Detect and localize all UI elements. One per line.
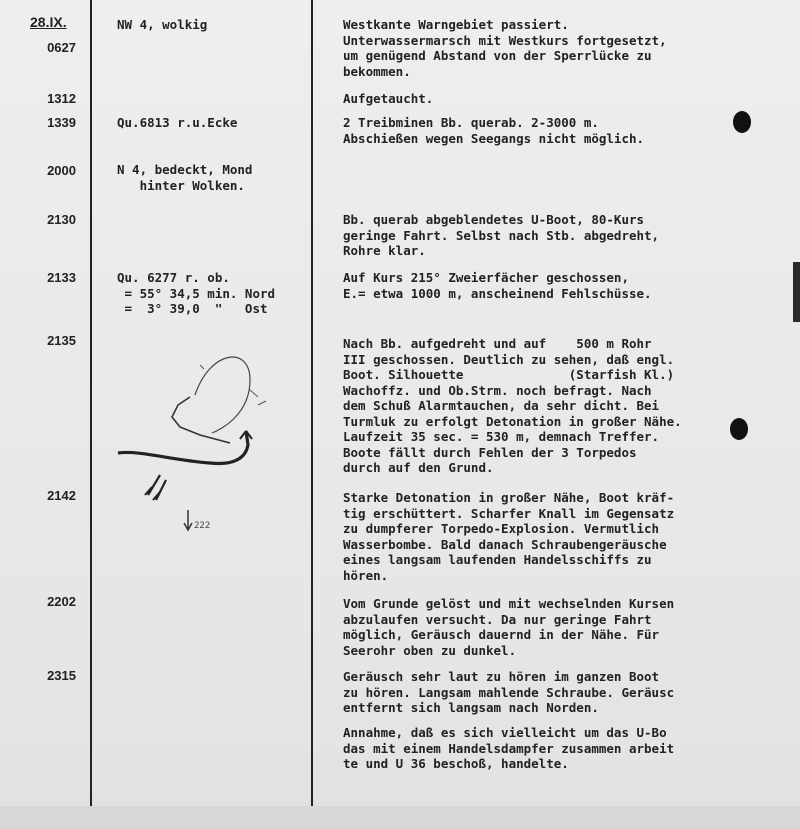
entry-text: Starke Detonation in großer Nähe, Boot kräf- tig erschüttert. Scharfer Knall im Gegensatz zu dumpferer Torpedo-Explosion. Vermutlich Wasserbombe. Bald danach Schraubengeräusche eines langsam laufenden Handelsschiffs zu hören. bbox=[343, 490, 675, 583]
entry-time: 2142 bbox=[47, 488, 76, 503]
entry-time: 1312 bbox=[47, 91, 76, 106]
entry-time: 2315 bbox=[47, 668, 76, 683]
entry-position: Qu.6813 r.u.Ecke bbox=[117, 115, 238, 130]
page-bottom-margin bbox=[0, 806, 800, 829]
attack-sketch bbox=[100, 335, 310, 535]
entry-time: 2135 bbox=[47, 333, 76, 348]
entry-text: Aufgetaucht. bbox=[343, 91, 434, 106]
entry-text: Nach Bb. aufgedreht und auf 500 m Rohr III geschossen. Deutlich zu sehen, daß engl. Boot. Silhouette (Starfish Kl.) Wachoffz. und Ob.Strm. noch befragt. Nach dem Schuß Alarmtauchen, da sehr dicht. Bei Turmluk zu erfolgt Detonation in großer Nähe. Laufzeit 35 sec. = 530 m, demnach Treffer. Boote fällt durch Fehlen der 3 Torpedos durch auf den Grund. bbox=[343, 336, 682, 475]
entry-text: Westkante Warngebiet passiert. Unterwassermarsch mit Westkurs fortgesetzt, um genügend Abstand von der Sperrlücke zu bekommen. bbox=[343, 17, 667, 79]
entry-time: 2133 bbox=[47, 270, 76, 285]
ink-blot bbox=[730, 418, 748, 440]
column-divider-time bbox=[90, 0, 92, 806]
edge-mark bbox=[793, 262, 800, 322]
entry-time: 2202 bbox=[47, 594, 76, 609]
entry-text: Geräusch sehr laut zu hören im ganzen Boot zu hören. Langsam mahlende Schraube. Geräusc entfernt sich langsam nach Norden. bbox=[343, 669, 675, 715]
date-header: 28.IX. bbox=[30, 14, 67, 30]
entry-position: NW 4, wolkig bbox=[117, 17, 208, 32]
entry-position: Qu. 6277 r. ob. = 55° 34,5 min. Nord = 3° 39,0 " Ost bbox=[117, 270, 276, 316]
entry-time: 1339 bbox=[47, 115, 76, 130]
entry-time: 2000 bbox=[47, 163, 76, 178]
sketch-label: 222 bbox=[194, 521, 211, 531]
entry-text: Vom Grunde gelöst und mit wechselnden Kursen abzulaufen versucht. Da nur geringe Fahrt möglich, Geräusch dauernd in der Nähe. Für Seerohr oben zu dunkel. bbox=[343, 596, 675, 658]
entry-time: 0627 bbox=[47, 40, 76, 55]
ink-blot bbox=[733, 111, 751, 133]
entry-position: N 4, bedeckt, Mond hinter Wolken. bbox=[117, 162, 253, 193]
entry-text: Annahme, daß es sich vielleicht um das U-Bo das mit einem Handelsdampfer zusammen arbeit te und U 36 beschoß, handelte. bbox=[343, 725, 675, 771]
entry-text: Bb. querab abgeblendetes U-Boot, 80-Kurs geringe Fahrt. Selbst nach Stb. abgedreht, Rohre klar. bbox=[343, 212, 660, 258]
column-divider-position bbox=[311, 0, 313, 806]
entry-text: 2 Treibminen Bb. querab. 2-3000 m. Abschießen wegen Seegangs nicht möglich. bbox=[343, 115, 645, 146]
entry-text: Auf Kurs 215° Zweierfächer geschossen, E.= etwa 1000 m, anscheinend Fehlschüsse. bbox=[343, 270, 652, 301]
entry-time: 2130 bbox=[47, 212, 76, 227]
